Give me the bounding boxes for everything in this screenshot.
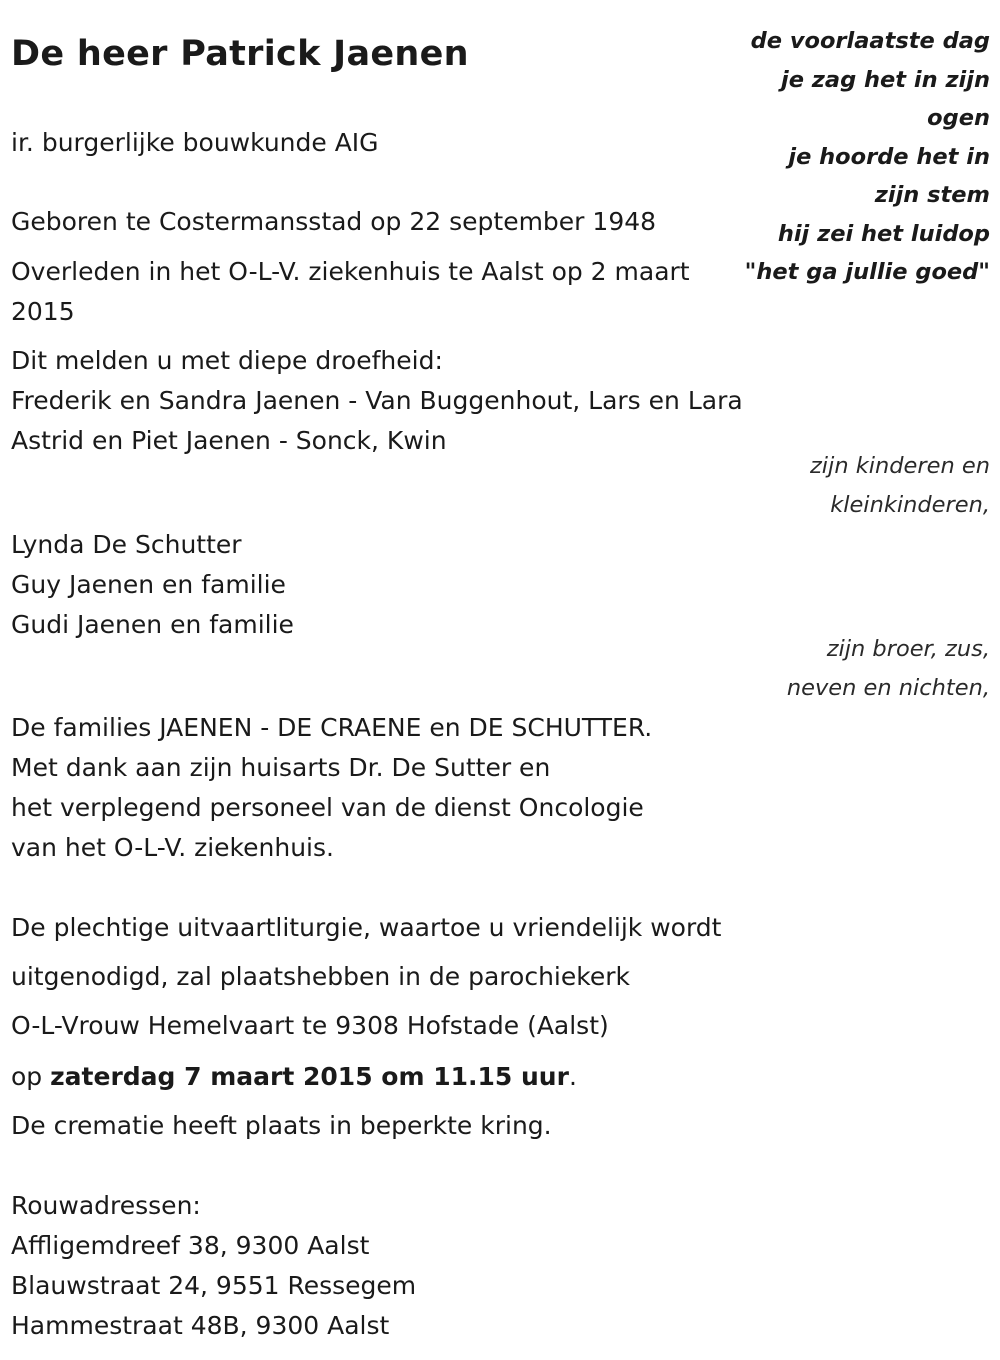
children-note [810,447,990,525]
sibling-line: Gudi Jaenen en familie [11,610,294,639]
thanks-line: van het O-L-V. ziekenhuis. [11,833,334,862]
page-title: De heer Patrick Jaenen [11,34,469,74]
funeral-date-suffix: . [568,1062,577,1091]
funeral-line: uitgenodigd, zal plaatshebben in de parochiekerk [11,962,630,991]
cremation-line: De crematie heeft plaats in beperkte kring. [11,1111,552,1140]
note-line: zijn broer, zus, [826,636,990,662]
poem-line: "het ga jullie goed" [744,259,990,285]
funeral-line: O-L-Vrouw Hemelvaart te 9308 Hofstade (Aalst) [11,1011,609,1040]
death-line: Overleden in het O-L-V. ziekenhuis te Aalst op 2 maart [11,257,690,286]
death-line-year: 2015 [11,297,75,326]
funeral-date-line [11,1062,577,1091]
birth-line: Geboren te Costermansstad op 22 september 1948 [11,207,657,236]
thanks-line: het verplegend personeel van de dienst Oncologie [11,793,644,822]
note-line: neven en nichten, [786,675,990,701]
families-line: De families JAENEN - DE CRAENE en DE SCHUTTER. [11,713,653,742]
address-line: Affligemdreef 38, 9300 Aalst [11,1231,370,1260]
address-line: Blauwstraat 24, 9551 Ressegem [11,1271,417,1300]
poem-line: je zag het in zijn [781,66,990,93]
sibling-line: Lynda De Schutter [11,530,242,559]
intro-text: Dit melden u met diepe droefheid: [11,346,443,375]
address-line: Hammestraat 48B, 9300 Aalst [11,1311,390,1340]
funeral-date-prefix: op [11,1062,51,1091]
thanks-line: Met dank aan zijn huisarts Dr. De Sutter en [11,753,551,782]
funeral-date: zaterdag 7 maart 2015 om 11.15 uur [50,1062,569,1091]
poem-line: hij zei het luidop [777,220,990,247]
note-line: zijn kinderen en [810,453,990,479]
children-line: Astrid en Piet Jaenen - Sonck, Kwin [11,426,447,455]
note-line: kleinkinderen, [830,492,990,518]
profession: ir. burgerlijke bouwkunde AIG [11,128,379,157]
sibling-line: Guy Jaenen en familie [11,570,286,599]
addresses-label: Rouwadressen: [11,1191,201,1220]
poem-line: je hoorde het in [788,143,990,170]
funeral-line: De plechtige uitvaartliturgie, waartoe u vriendelijk wordt [11,913,722,942]
siblings-note [787,630,990,708]
poem-line: ogen [927,105,990,131]
poem [720,22,990,292]
poem-line: zijn stem [874,182,990,208]
children-line: Frederik en Sandra Jaenen - Van Buggenhout, Lars en Lara [11,386,743,415]
poem-line: de voorlaatste dag [750,28,990,54]
